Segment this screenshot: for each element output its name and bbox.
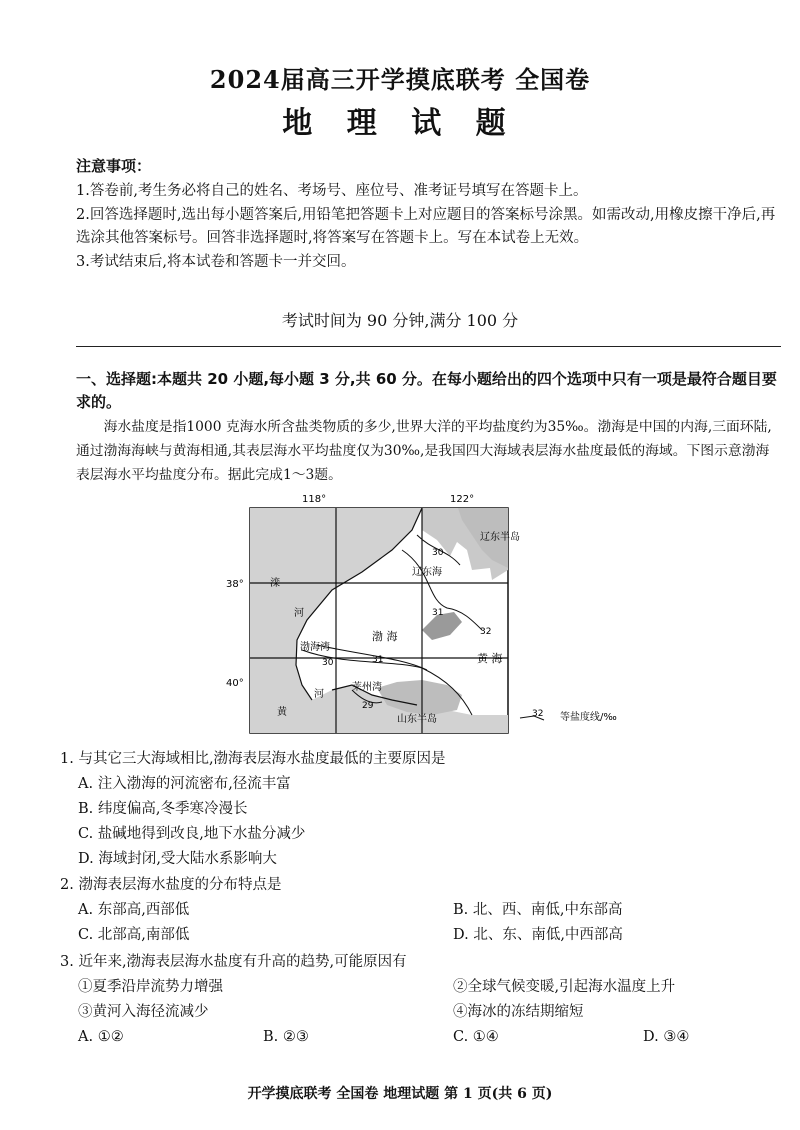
notice-item: 2.回答选择题时,选出每小题答案后,用铅笔把答题卡上对应题目的答案标号涂黑。如需改动,用橡皮擦干净后,再选涂其他答案标号。回答非选择题时,将答案写在答题卡上。写在本试卷上无效。 [76,206,776,246]
iso-label: 30 [432,548,444,558]
notice-item: 3.考试结束后,将本试卷和答题卡一并交回。 [76,253,356,270]
bohai-salinity-map [222,490,622,740]
notice-list [76,180,781,274]
statement: ④海冰的冻结期缩短 [453,1004,584,1020]
exam-time-line: 考试时间为 90 分钟,满分 100 分 [281,311,519,330]
iso-label: 29 [362,701,374,711]
question-stem: 2. 渤海表层海水盐度的分布特点是 [60,877,282,893]
iso-label: 30 [322,658,334,668]
iso-label: 31 [432,608,444,618]
option: C. ①④ [453,1029,499,1045]
subject-title: 地 理 试 题 [282,106,518,141]
section-heading: 一、选择题:本题共 20 小题,每小题 3 分,共 60 分。在每小题给出的四个选项中只有一项是最符合题目要求的。 [76,370,777,411]
label-he-2: 河 [314,689,324,700]
notice-item: 1.答卷前,考生务必将自己的姓名、考场号、座位号、准考证号填写在答题卡上。 [76,183,588,199]
label-huang: 黄 [277,707,287,718]
question-3 [60,950,780,1050]
legend-value: 32 [532,709,544,719]
question-stem: 1. 与其它三大海域相比,渤海表层海水盐度最低的主要原因是 [60,751,446,767]
label-bohai-bay: 渤海湾 [300,642,330,653]
option: D. ③④ [643,1029,690,1045]
label-lat-40: 40° [226,678,244,689]
option: A. 注入渤海的河流密布,径流丰富 [78,776,291,792]
option: B. 北、西、南低,中东部高 [453,902,623,918]
label-he-1: 河 [294,608,304,619]
notice-heading: 注意事项： [76,157,152,175]
label-liaodong-bay: 辽东海 [412,567,442,578]
label-luan: 滦 [270,578,280,589]
label-lat-38: 38° [226,579,244,590]
material-intro: 海水盐度是指1000 克海水所含盐类物质的多少,世界大洋的平均盐度约为35‰。渤海是中国的内海,三面环陆,通过渤海海峡与黄海相通,其表层海水平均盐度仅为30‰,是我国四大海域表层海水盐度最低的海域。下图示意渤海表层海水平均盐度分布。据此完成1～3题。 [76,419,772,483]
question-stem: 3. 近年来,渤海表层海水盐度有升高的趋势,可能原因有 [60,954,407,970]
iso-label: 32 [480,627,492,637]
page-footer: 开学摸底联考 全国卷 地理试题 第 1 页(共 6 页) [247,1086,553,1102]
label-shandong-peninsula: 山东半岛 [397,714,437,725]
label-bohai: 渤 海 [372,630,398,643]
label-laizhou-bay: 莱州湾 [352,682,382,693]
option: A. ①② [78,1029,124,1045]
exam-title: 2024届高三开学摸底联考 全国卷 [209,65,591,94]
label-yellow-sea: 黄 海 [477,652,503,665]
label-liaodong-peninsula: 辽东半岛 [480,532,520,543]
statement: ②全球气候变暖,引起海水温度上升 [453,979,676,995]
iso-label: 31 [372,655,384,665]
option: A. 东部高,西部低 [78,902,190,918]
option: C. 盐碱地得到改良,地下水盐分减少 [78,826,306,842]
divider [76,346,781,347]
label-lon-122: 122° [450,494,475,505]
legend-label: 等盐度线/‰ [560,712,617,723]
option: D. 北、东、南低,中西部高 [453,927,623,943]
question-1 [60,747,780,872]
option: C. 北部高,南部低 [78,927,190,943]
statement: ③黄河入海径流减少 [78,1004,209,1020]
question-2 [60,873,780,948]
option: B. 纬度偏高,冬季寒冷漫长 [78,801,248,817]
option: D. 海域封闭,受大陆水系影响大 [78,851,277,867]
option: B. ②③ [263,1029,309,1045]
label-lon-118: 118° [302,494,327,505]
statement: ①夏季沿岸流势力增强 [78,979,223,995]
